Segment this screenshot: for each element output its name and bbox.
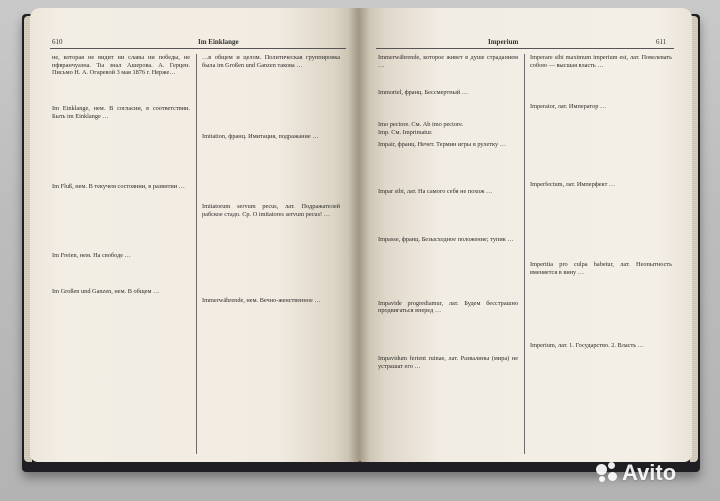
left-page-headword: Im Einklange: [198, 38, 239, 46]
entry-text: Im Großen und Ganzen, нем. В общем …: [52, 287, 160, 295]
right-header-rule: [376, 48, 674, 49]
entry-text: Impair, франц. Нечет. Термин игры в рулетку …: [378, 140, 506, 148]
right-page-number: 611: [656, 38, 667, 46]
entry-text: Imitation, франц. Имитация, подражание …: [202, 133, 319, 141]
entry-text: не, которая не видит ни славы ни победы, не пфвранчуазна. Ты знал Ашерова. А. Герцен. Письмо Н. А. Огаревой 3 мая 1876 г. Нерже…: [52, 54, 190, 77]
right-page-column-1: [378, 54, 518, 370]
entry-text: Immerwährende, нем. Вечно-женственное …: [202, 296, 321, 304]
left-page-column-1: [52, 54, 190, 296]
entry-text: Imperare sibi maximum imperium est, лат. Повелевать собою — высшая власть …: [530, 54, 672, 69]
open-book: [22, 8, 700, 476]
right-page-column-2: [530, 54, 672, 350]
entry-text: Impar sibi, лат. На самого себя не похож …: [378, 188, 493, 196]
entry-text: Im Einklange, нем. В согласии, в соответствии. Быть im Einklange …: [52, 105, 190, 120]
entry-text: Im Freien, нем. На свободе …: [52, 252, 131, 260]
entry-text: Imperium, лат. 1. Государство. 2. Власть …: [530, 342, 644, 350]
right-page-headword: Imperium: [488, 38, 519, 46]
watermark-text: Avito: [622, 460, 677, 485]
entry-text: Impavide progrediamur, лат. Будем бесстрашно продвигаться вперед …: [378, 299, 518, 315]
entry-text: Im Fluß, нем. В текучем состоянии, в развитии …: [52, 182, 185, 190]
entry-text: Impavidum ferient ruinae, лат. Развалины (мира) не устрашат его …: [378, 355, 518, 370]
left-page: [30, 8, 360, 462]
entry-text: …в общем и целом. Политическая группировка была im Großen und Ganzen такова …: [202, 54, 340, 69]
right-column-divider: [524, 54, 525, 454]
entry-text: Imp. См. Imprimatur.: [378, 128, 433, 136]
entry-text: Impasse, франц. Безысходное положение; тупик …: [378, 235, 514, 243]
right-page: [360, 8, 692, 462]
book-gutter-shadow: [348, 8, 370, 462]
entry-text: Imo pectore. См. Ab imo pectore.: [378, 121, 464, 129]
entry-text: Imitatorum servum pecus, лат. Подражателей рабское стадо. Ср. О imitatores servum pecus! …: [202, 203, 340, 218]
avito-logo-icon: [596, 462, 618, 484]
avito-watermark: [596, 460, 676, 486]
left-header-rule: [50, 48, 346, 49]
left-column-divider: [196, 54, 197, 454]
left-page-column-2: [202, 54, 340, 304]
entry-text: Immerwährende, которое живет в душе страданием …: [378, 54, 518, 69]
entry-text: Immortel, франц. Бессмертный …: [378, 89, 469, 97]
entry-text: Imperfectum, лат. Имперфект …: [530, 181, 616, 189]
entry-text: Imperitia pro culpa habetur, лат. Неопытность вменяется в вину …: [530, 260, 672, 276]
left-page-number: 610: [52, 38, 63, 46]
entry-text: Imperator, лат. Император …: [530, 103, 607, 111]
